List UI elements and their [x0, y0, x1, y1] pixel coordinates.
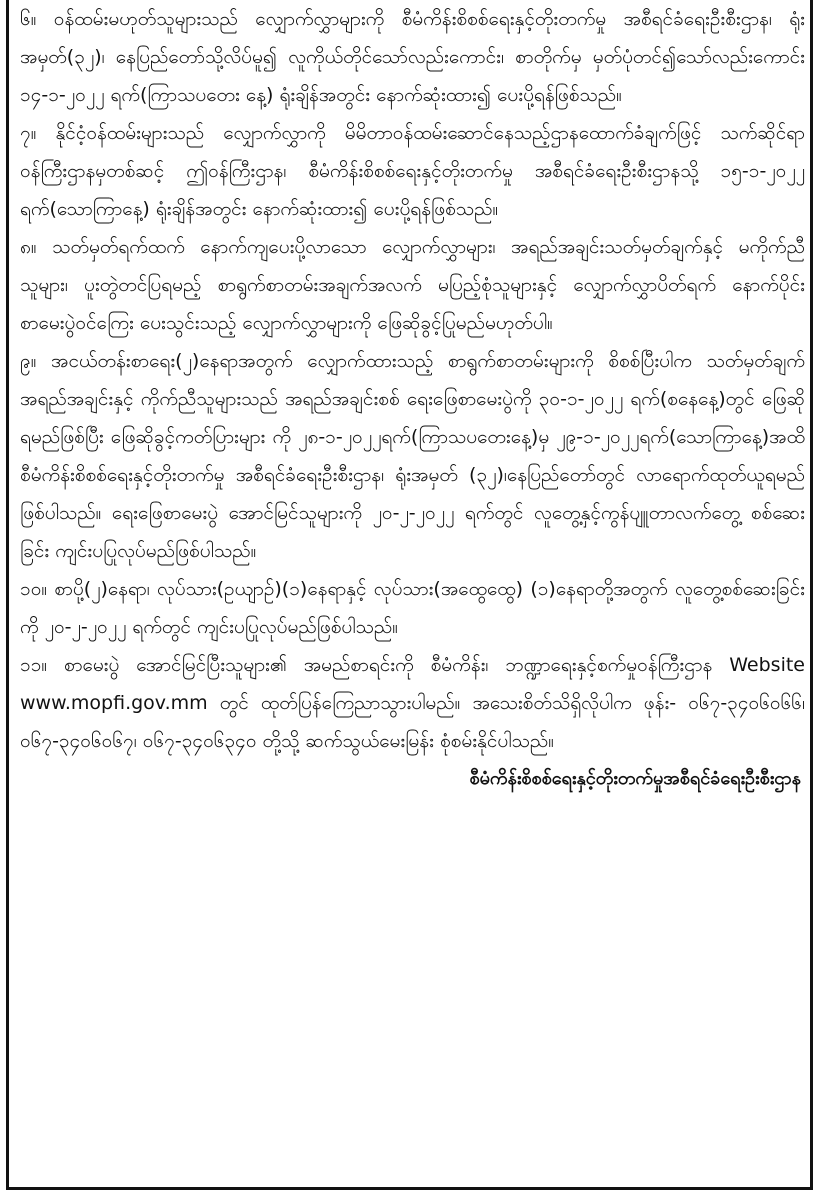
- department-signature: စီမံကိန်းစိစစ်ရေးနှင့်တိုးတက်မှုအစီရင်ခံရေးဦးစီးဌာန: [469, 768, 801, 789]
- paragraph-7: ၇။ နိုင်ငံ့ဝန်ထမ်းများသည် လျှောက်လွှာကို မိမိတာဝန်ထမ်းဆောင်နေသည့်ဌာနထောက်ခံချက်ဖြင့် သက်ဆိုင်ရာဝန်ကြီးဌာနမှတစ်ဆင့် ဤဝန်ကြီးဌာန၊ စီမံကိန်းစိစစ်ရေးနှင့်တိုးတက်မှု အစီရင်ခံရေးဦးစီးဌာနသို့ ၁၅-၁-၂၀၂၂ ရက်(သောကြာနေ့) ရုံးချိန်အတွင်း နောက်ဆုံးထား၍ ပေးပို့ရန်ဖြစ်သည်။: [20, 122, 805, 220]
- paragraph-10: ၁၀။ စာပို့(၂)နေရာ၊ လုပ်သား(ဥယျာဉ်)(၁)နေရာနှင့် လုပ်သား(အထွေထွေ) (၁)နေရာတို့အတွက် လူတွေ့စစ်ဆေးခြင်းကို ၂၀-၂-၂၀၂၂ ရက်တွင် ကျင်းပပြုလုပ်မည်ဖြစ်ပါသည်။: [20, 578, 805, 638]
- paragraph-6: ၆။ ဝန်ထမ်းမဟုတ်သူများသည် လျှောက်လွှာများကို စီမံကိန်းစိစစ်ရေးနှင့်တိုးတက်မှု အစီရင်ခံရေးဦးစီးဌာန၊ ရုံးအမှတ်(၃၂)၊ နေပြည်တော်သို့လိပ်မူ၍ လူကိုယ်တိုင်သော်လည်းကောင်း၊ စာတိုက်မှ မှတ်ပုံတင်၍သော်လည်းကောင်း ၁၄-၁-၂၀၂၂ ရက်(ကြာသပတေး နေ့) ရုံးချိန်အတွင်း နောက်ဆုံးထား၍ ပေးပို့ရန်ဖြစ်သည်။: [20, 8, 805, 106]
- paragraph-9: ၉။ အငယ်တန်းစာရေး(၂)နေရာအတွက် လျှောက်ထားသည့် စာရွက်စာတမ်းများကို စိစစ်ပြီးပါက သတ်မှတ်ချက်အရည်အချင်းနှင့် ကိုက်ညီသူများသည် အရည်အချင်းစစ် ရေးဖြေစာမေးပွဲကို ၃၀-၁-၂၀၂၂ ရက်(စနေနေ့)တွင် ဖြေဆိုရမည်ဖြစ်ပြီး ဖြေဆိုခွင့်ကတ်ပြားများ ကို ၂၈-၁-၂၀၂၂ရက်(ကြာသပတေးနေ့)မှ ၂၉-၁-၂၀၂၂ရက်(သောကြာနေ့)အထိ စီမံကိန်းစိစစ်ရေးနှင့်တိုးတက်မှု အစီရင်ခံရေးဦးစီးဌာန၊ ရုံးအမှတ် (၃၂)၊နေပြည်တော်တွင် လာရောက်ထုတ်ယူရမည်ဖြစ်ပါသည်။ ရေးဖြေစာမေးပွဲ အောင်မြင်သူများကို ၂၀-၂-၂၀၂၂ ရက်တွင် လူတွေ့နှင့်ကွန်ပျူတာလက်တွေ့ စစ်ဆေးခြင်း ကျင်းပပြုလုပ်မည်ဖြစ်ပါသည်။: [20, 350, 805, 562]
- paragraph-8: ၈။ သတ်မှတ်ရက်ထက် နောက်ကျပေးပို့လာသော လျှောက်လွှာများ၊ အရည်အချင်းသတ်မှတ်ချက်နှင့် မကိုက်ညီသူများ၊ ပူးတွဲတင်ပြရမည့် စာရွက်စာတမ်းအချက်အလက် မပြည့်စုံသူများနှင့် လျှောက်လွှာပိတ်ရက် နောက်ပိုင်း စာမေးပွဲဝင်ကြေး ပေးသွင်းသည့် လျှောက်လွှာများကို ဖြေဆိုခွင့်ပြုမည်မဟုတ်ပါ။: [20, 236, 805, 334]
- announcement-body: [20, 0, 805, 798]
- paragraph-11: ၁၁။ စာမေးပွဲ အောင်မြင်ပြီးသူများ၏ အမည်စာရင်းကို စီမံကိန်း၊ ဘဏ္ဍာရေးနှင့်စက်မှုဝန်ကြီးဌာန Website www.mopfi.gov.mm တွင် ထုတ်ပြန်ကြေညာသွားပါမည်။ အသေးစိတ်သိရှိလိုပါက ဖုန်း- ၀၆၇-၃၄၀၆၀၆၆၊ ၀၆၇-၃၄၀၆၀၆၇၊ ၀၆၇-၃၄၀၆၃၄၀ တို့သို့ ဆက်သွယ်မေးမြန်း စုံစမ်းနိုင်ပါသည်။: [20, 654, 805, 752]
